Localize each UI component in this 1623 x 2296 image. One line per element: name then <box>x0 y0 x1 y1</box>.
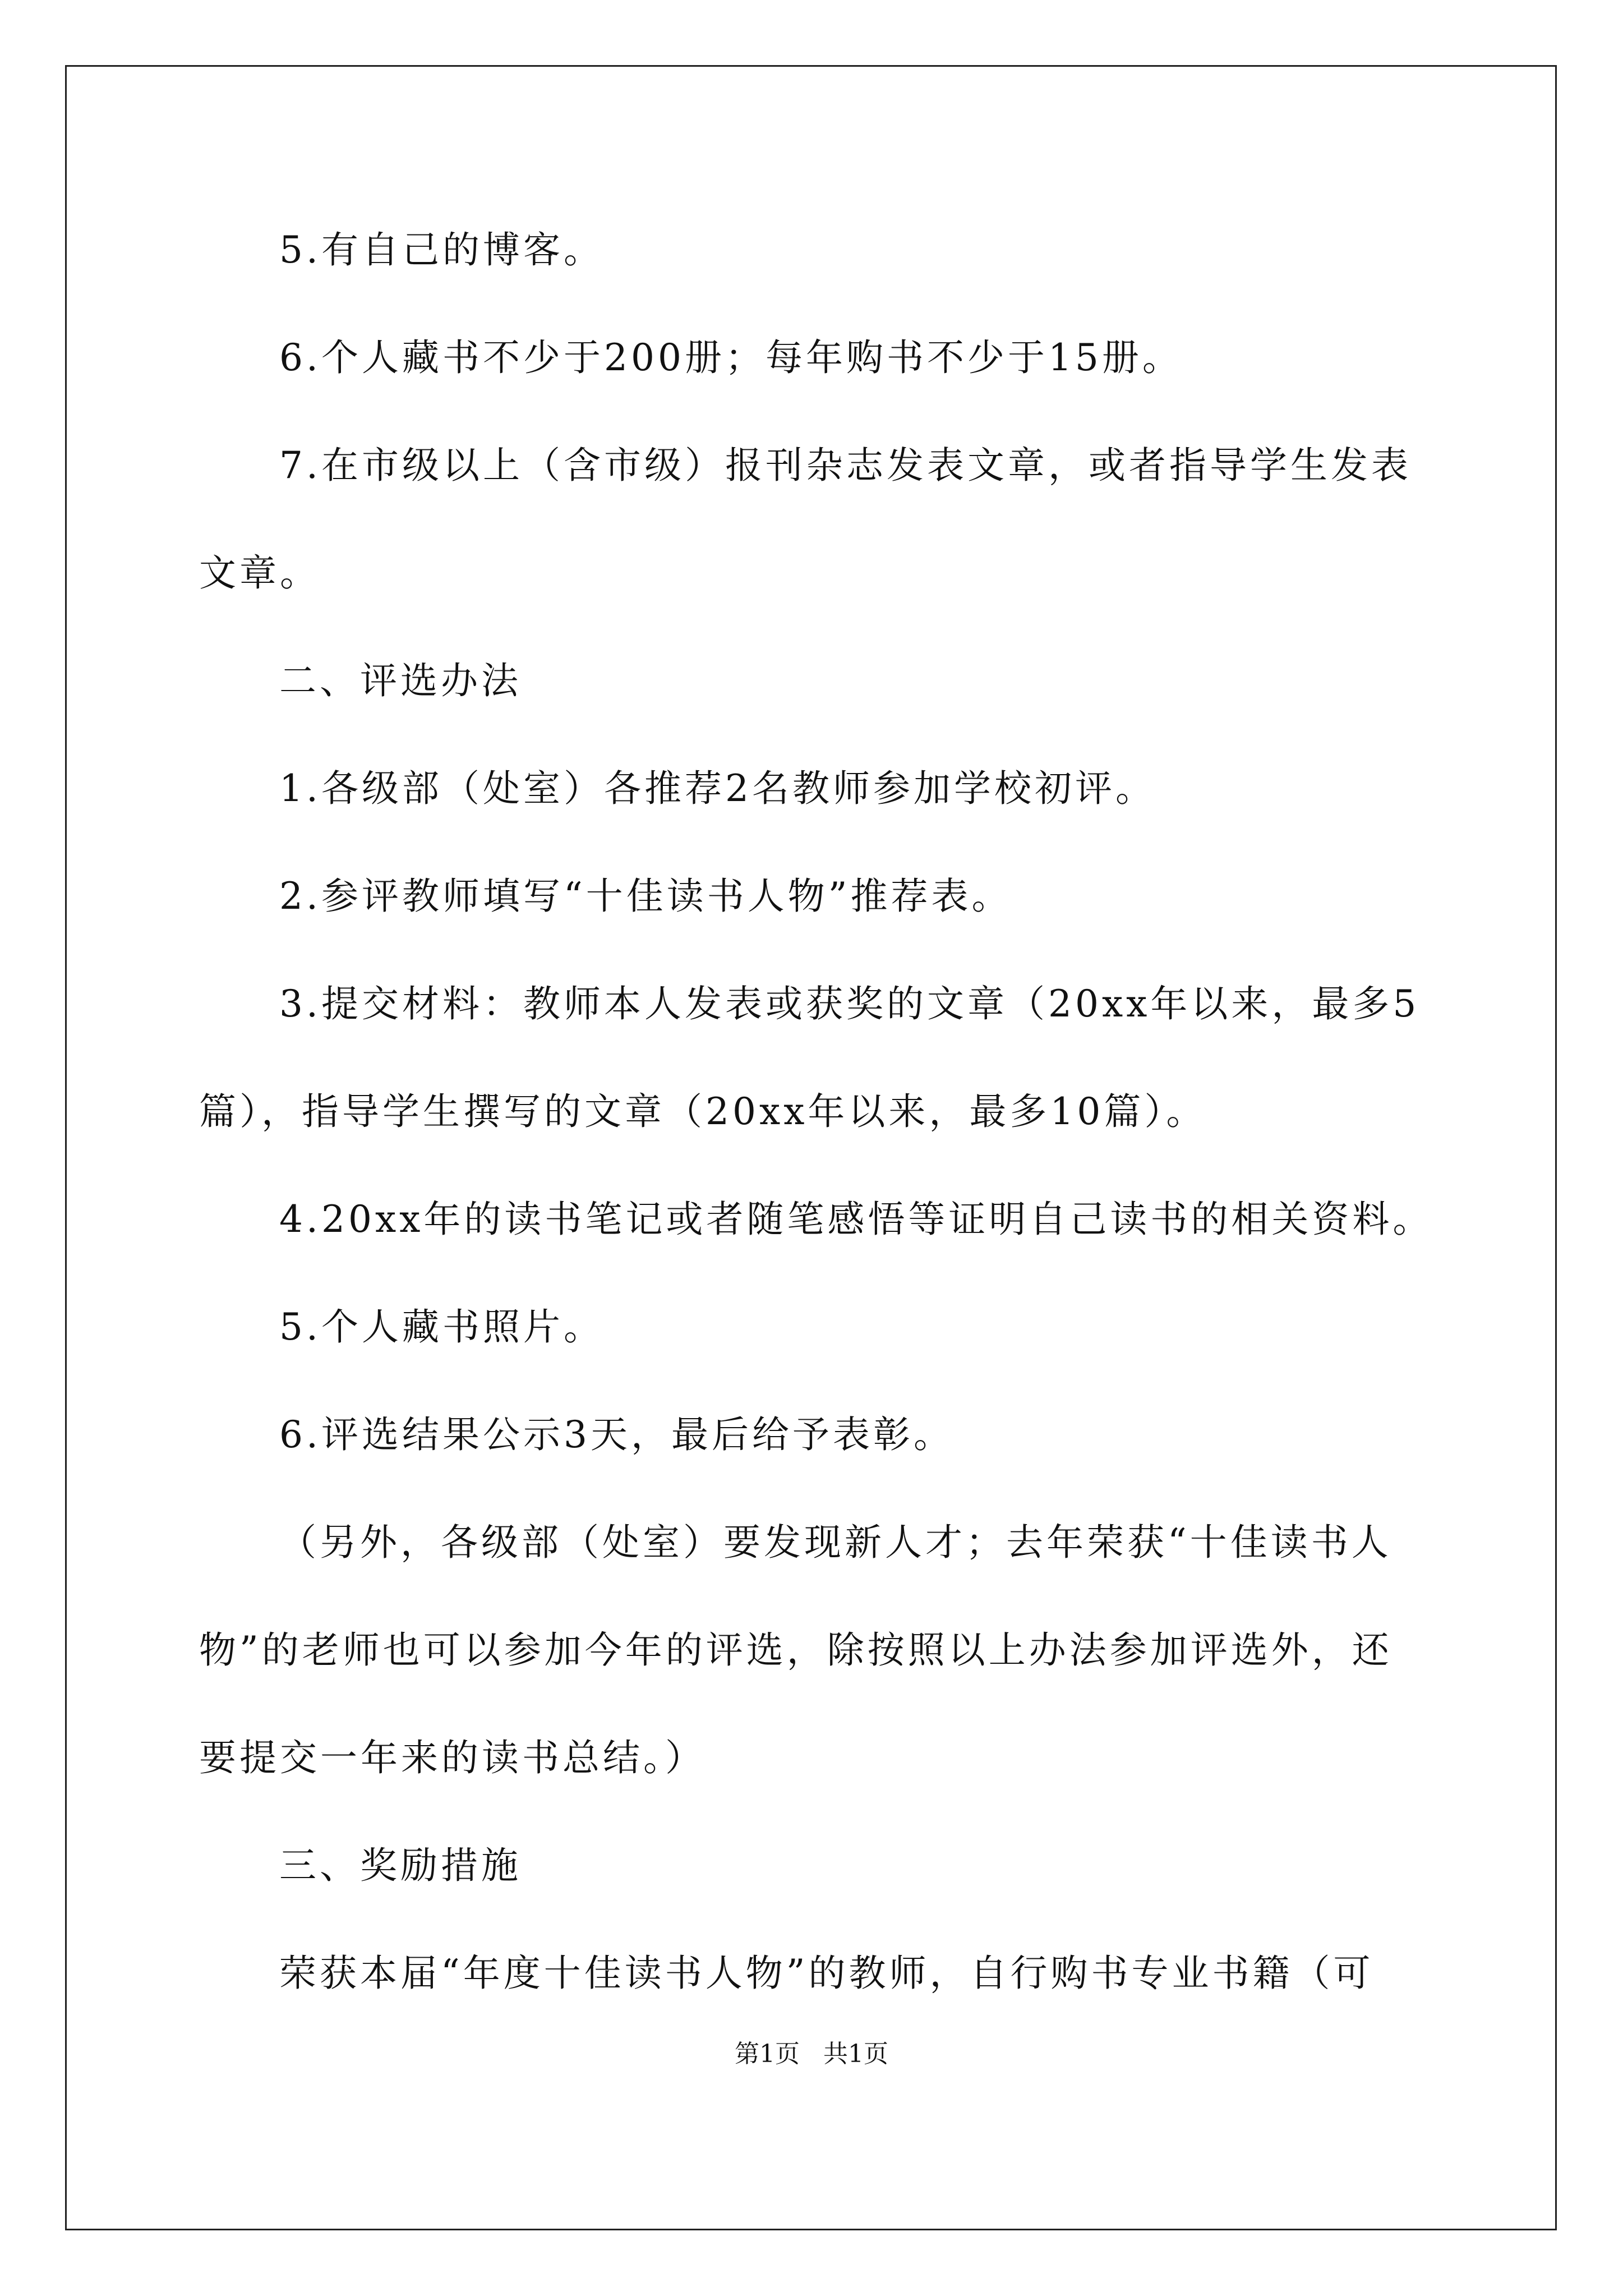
text-line: 3.提交材料：教师本人发表或获奖的文章（20xx年以来，最多5 <box>279 982 1420 1025</box>
text-line: 篇），指导学生撰写的文章（20xx年以来，最多10篇）。 <box>199 1090 1207 1133</box>
text-line: 6.个人藏书不少于200册；每年购书不少于15册。 <box>279 336 1183 379</box>
page-border <box>65 65 1557 2230</box>
text-line: 5.个人藏书照片。 <box>279 1305 604 1349</box>
text-line: 1.各级部（处室）各推荐2名教师参加学校初评。 <box>279 767 1156 810</box>
text-line: （另外，各级部（处室）要发现新人才；去年荣获“十佳读书人 <box>279 1521 1392 1564</box>
text-line: 4.20xx年的读书笔记或者随笔感悟等证明自己读书的相关资料。 <box>279 1198 1433 1241</box>
text-line: 文章。 <box>199 551 320 595</box>
text-line: 2.参评教师填写“十佳读书人物”推荐表。 <box>279 875 1012 918</box>
page-footer: 第1页 共1页 <box>735 2040 888 2068</box>
section-heading: 三、奖励措施 <box>279 1844 522 1887</box>
text-line: 物”的老师也可以参加今年的评选，除按照以上办法参加评选外，还 <box>199 1628 1393 1672</box>
text-line: 6.评选结果公示3天，最后给予表彰。 <box>279 1413 954 1456</box>
text-line: 要提交一年来的读书总结。） <box>199 1736 706 1779</box>
text-line: 7.在市级以上（含市级）报刊杂志发表文章，或者指导学生发表 <box>279 444 1412 487</box>
text-line: 荣获本届“年度十佳读书人物”的教师，自行购书专业书籍（可 <box>279 1952 1374 1995</box>
text-line: 5.有自己的博客。 <box>279 228 604 272</box>
section-heading: 二、评选办法 <box>279 659 522 702</box>
